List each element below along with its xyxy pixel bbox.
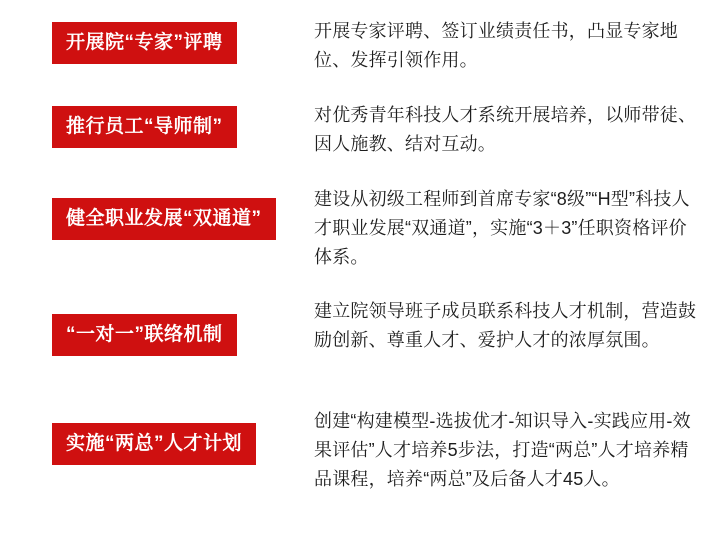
list-item — [52, 182, 698, 294]
row-description: 创建“构建模型-选拔优才-知识导入-实践应用-效果评估”人才培养5步法，打造“两总”人才培养精品课程，培养“两总”及后备人才45人。 — [314, 411, 691, 490]
row-label-cell — [52, 98, 314, 148]
row-label-cell — [52, 294, 314, 356]
status-badge: 实施“两总”人才计划 — [52, 423, 256, 465]
row-description: 建设从初级工程师到首席专家“8级”“H型”科技人才职业发展“双通道”，实施“3＋3”任职资格评价体系。 — [314, 189, 690, 268]
list-item — [52, 294, 698, 404]
row-description: 对优秀青年科技人才系统开展培养，以师带徒、因人施教、结对互动。 — [314, 105, 697, 155]
row-label-cell — [52, 14, 314, 64]
status-badge: 推行员工“导师制” — [52, 106, 237, 148]
list-item — [52, 98, 698, 182]
status-badge: “一对一”联络机制 — [52, 314, 237, 356]
row-description: 开展专家评聘、签订业绩责任书，凸显专家地位、发挥引领作用。 — [314, 21, 678, 71]
status-badge: 健全职业发展“双通道” — [52, 198, 276, 240]
list-item — [52, 14, 698, 98]
row-label-cell — [52, 404, 314, 465]
row-description: 建立院领导班子成员联系科技人才机制，营造鼓励创新、尊重人才、爱护人才的浓厚氛围。 — [314, 301, 697, 351]
status-badge: 开展院“专家”评聘 — [52, 22, 237, 64]
row-label-cell — [52, 182, 314, 240]
list-item — [52, 404, 698, 544]
